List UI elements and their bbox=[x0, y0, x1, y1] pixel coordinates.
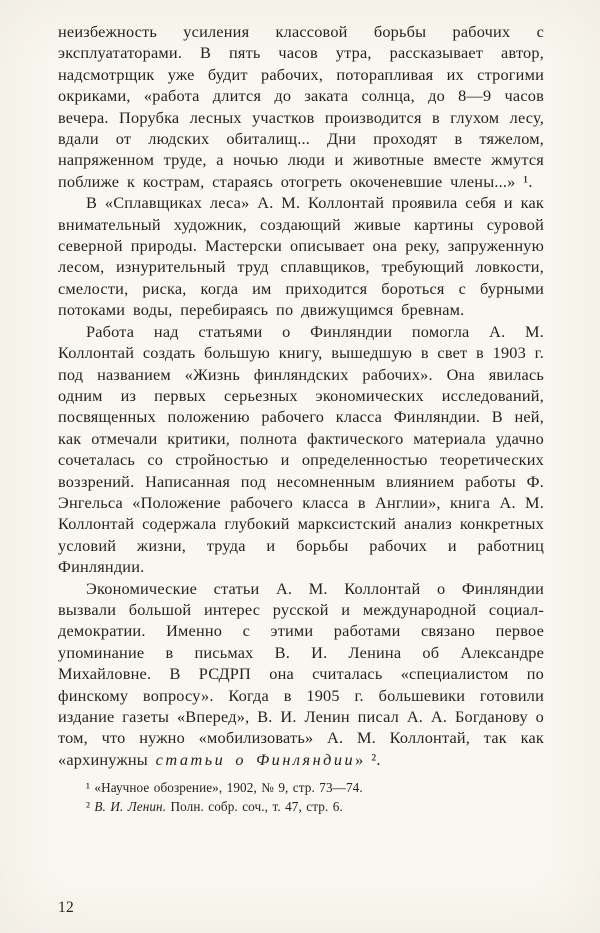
footnotes-block bbox=[58, 779, 544, 816]
footnote-1-text: «Научное обозрение», 1902, № 9, стр. 73—74. bbox=[94, 780, 363, 796]
footnote-2-marker: ² bbox=[86, 798, 90, 814]
emphasized-phrase: статьи о Финляндии bbox=[155, 749, 356, 769]
paragraph-splavshchiki-lesa: В «Сплавщиках леса» А. М. Коллонтай проявила себя и как внимательный художник, создающий живые картины суровой северной природы. Мастерски описывает она реку, запруженную лесом, изнурительный труд сплавщиков, требующий ловкости, смелости, риска, когда им приходится бороться с бурными потоками воды, перебираясь по движущимся бревнам. bbox=[58, 193, 544, 320]
paragraph-4-main-text: Экономические статьи А. М. Коллонтай о Финляндии вызвали большой интерес русской и международной социал-демократии. Именно с этими работами связано первое упоминание в письмах В. И. Ленина об Александре Михайловне. В РСДРП она считалась «специалистом по финскому вопросу». Когда в 1905 г. большевики готовили издание газеты «Вперед», В. И. Ленин писал А. А. Богданову о том, что нужно «мобилизовать» А. М. Коллонтай, так как «архинужны bbox=[58, 578, 544, 769]
body-text bbox=[58, 21, 544, 816]
page-number: 12 bbox=[58, 899, 75, 916]
paragraph-4-tail: » ². bbox=[355, 749, 381, 769]
paragraph-continuation: неизбежность усиления классовой борьбы рабочих с эксплуататорами. В пять часов утра, рассказывает автор, надсмотрщик уже будит рабочих, поторапливая их строгими окриками, «работа длится до заката солнца, до 8—9 часов вечера. Порубка лесных участков производится в глухом лесу, вдали от людских обиталищ... Дни проходят в тяжелом, напряженном труде, а ночью люди и животные вместе жмутся поближе к кострам, стараясь отогреть окоченевшие члены...» ¹. bbox=[58, 22, 544, 191]
footnote-2-text: Полн. собр. соч., т. 47, стр. 6. bbox=[166, 798, 343, 814]
footnote-1 bbox=[58, 779, 544, 798]
footnote-1-marker: ¹ bbox=[86, 780, 90, 796]
paragraph-ekonomicheskie-stati bbox=[58, 578, 544, 771]
paragraph-kniga-o-finlyandii: Работа над статьями о Финляндии помогла А. М. Коллонтай создать большую книгу, вышедшую в свет в 1903 г. под названием «Жизнь финляндских рабочих». Она явилась одним из первых серьезных экономических исследований, посвященных положению рабочего класса Финляндии. В ней, как отмечали критики, полнота фактического материала удачно сочеталась со стройностью и определенностью теоретических воззрений. Написанная под несомненным влиянием работы Ф. Энгельса «Положение рабочего класса в Англии», книга А. М. Коллонтай содержала глубокий марксистский анализ конкретных условий жизни, труда и борьбы рабочих и работниц Финляндии. bbox=[58, 321, 544, 577]
footnote-2 bbox=[58, 798, 544, 817]
footnote-2-source: В. И. Ленин. bbox=[94, 798, 167, 814]
